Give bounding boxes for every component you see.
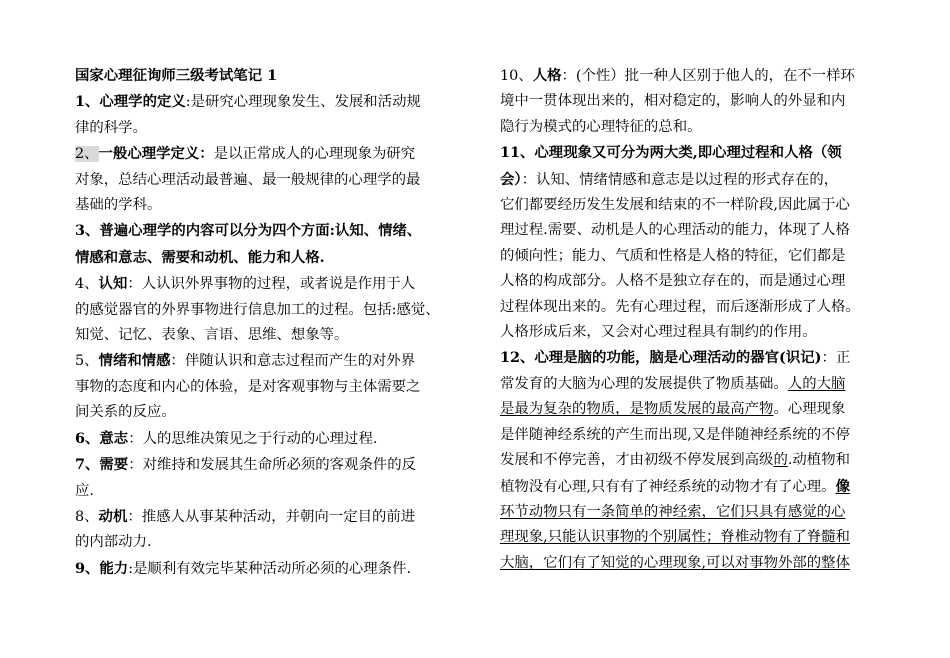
text-run: ：人认识外界事物的过程，或者说是作用于人: [127, 276, 416, 293]
text-line: [75, 323, 458, 348]
text-run: 事物的态度和内心的体验，是对客观事物与主体需要之: [75, 378, 421, 395]
text-run: 的内部动力.: [75, 534, 152, 551]
text-run: 5、: [75, 353, 99, 370]
text-line: [75, 556, 458, 582]
text-run: 的: [773, 452, 788, 469]
text-run: ：认知、情绪情感和意志是以过程的形式存在的，: [521, 171, 839, 188]
paragraph-p12: [500, 345, 878, 576]
text-run: 理过程.需要、动机是人的心理活动的能力，体现了人格: [500, 222, 850, 239]
text-line: [500, 320, 878, 345]
text-line: [500, 63, 878, 89]
text-line: [500, 448, 878, 473]
paragraph-p1: [75, 89, 458, 141]
text-run: 人格的构成部分。人格不是独立存在的，而是通过心理: [500, 273, 846, 290]
paragraph-p8: [75, 504, 458, 556]
text-line: [500, 372, 878, 397]
text-run: 4、: [75, 276, 99, 293]
bold-text: 情绪和情感: [98, 352, 171, 370]
text-run: ：人的思维决策见之于行动的心理过程.: [128, 430, 378, 447]
paragraph-p7: [75, 452, 458, 504]
paragraph-p10: [500, 63, 878, 140]
text-run: 的倾向性；能力、气质和性格是人格的特征，它们都是: [500, 247, 846, 264]
text-line: [500, 295, 878, 320]
text-line: [75, 452, 458, 478]
text-run: 是伴随神经系统的产生而出现,又是伴随神经系统的不停: [500, 426, 850, 443]
text-run: 发展和不停完善，才由初级不停发展到高级: [500, 452, 774, 469]
text-run: 植物没有心理,只有有了神经系统的动物才有了心理。: [500, 478, 836, 495]
bold-text: 3、普遍心理学的内容可以分为四个方面:认知、情绪、: [75, 222, 422, 240]
text-run: 是最为复杂的物质，是物质发展的最高产物: [500, 401, 774, 418]
text-line: [500, 218, 878, 243]
text-line: [75, 400, 458, 425]
text-line: [500, 474, 878, 500]
text-line: [75, 504, 458, 530]
text-line: [500, 193, 878, 218]
text-run: 人的大脑: [787, 375, 846, 392]
text-run: 。心理现象: [773, 401, 846, 418]
text-run: ：(个性）批一种人区别于他人的，在不一样环: [561, 68, 855, 84]
paragraph-p9: [75, 556, 458, 582]
text-line: [75, 141, 458, 167]
bold-text: 国家心理征询师三级考试笔记 1: [75, 67, 278, 84]
text-run: 它们都要经历发生发展和结束的不一样阶段,因此属于心: [500, 197, 850, 214]
text-line: [75, 218, 458, 244]
text-run: 理现象,只能认识事物的个别属性；脊椎动物有了脊髓和: [500, 529, 850, 546]
text-run: 间关系的反应。: [75, 404, 176, 421]
paragraph-p2: [75, 141, 458, 218]
text-line: [75, 298, 458, 323]
paragraph-p6: [75, 426, 458, 452]
text-run: 知觉、记忆、表象、言语、思维、想象等。: [75, 327, 349, 344]
text-run: 基础的学科。: [75, 197, 162, 214]
text-run: 过程体现出来的。先有心理过程，而后逐渐形成了人格。: [500, 298, 860, 315]
text-run: ：对维持和发展其生命所必须的客观条件的反: [128, 457, 417, 474]
paragraph-title: [75, 63, 458, 89]
text-line: [500, 167, 878, 193]
text-line: [500, 500, 878, 525]
bold-text: 6、意志: [75, 429, 129, 447]
text-run: 律的科学。: [75, 119, 147, 136]
text-line: [75, 63, 458, 89]
text-line: [500, 345, 878, 371]
text-line: [500, 115, 878, 140]
text-run: 常发育的大脑为心理的发展提供了物质基础。: [500, 375, 788, 392]
text-run: :是顺利有效完毕某种活动所必须的心理条件.: [128, 560, 412, 577]
text-line: [500, 269, 878, 294]
text-run: 应.: [75, 482, 94, 499]
text-run: 环节动物只有一条简单的神经索，它们只具有感觉的心: [500, 503, 846, 520]
text-line: [75, 89, 458, 115]
text-line: [75, 168, 458, 193]
paragraph-p4: [75, 271, 458, 348]
left-column: [75, 63, 458, 582]
text-line: [500, 397, 878, 422]
text-run: 人格形成后来，又会对心理过程具有制约的作用。: [500, 324, 817, 341]
text-line: [500, 525, 878, 550]
text-line: [75, 193, 458, 218]
bold-text: 认知: [98, 275, 128, 293]
bold-text: 像: [835, 477, 850, 495]
text-line: [500, 551, 878, 576]
bold-text: 1、心理学的定义: [75, 93, 186, 111]
text-run: :是研究心理现象发生、发展和活动规: [185, 94, 421, 111]
text-line: [75, 375, 458, 400]
text-line: [75, 426, 458, 452]
text-line: [500, 423, 878, 448]
bold-text: 7、需要: [75, 456, 129, 474]
text-run: .动植物和: [787, 452, 850, 469]
text-run: 大脑，它们有了知觉的心理现象,可以对事物外部的整体: [500, 554, 850, 571]
text-run: ：推感人从事某种活动，并朝向一定目的前进: [127, 508, 416, 525]
text-run: 境中一贯体现出来的，相对稳定的，影响人的外显和内: [500, 93, 846, 110]
text-line: [500, 140, 878, 166]
text-line: [75, 348, 458, 374]
text-line: [500, 244, 878, 269]
bold-text: 动机: [98, 507, 128, 525]
text-line: [75, 530, 458, 555]
right-column: [500, 63, 878, 576]
text-run: ：伴随认识和意志过程而产生的对外界: [170, 353, 416, 370]
text-run: 8、: [75, 508, 99, 525]
bold-text: 12、心理是脑的功能，脑是心理活动的器官(识记): [500, 349, 822, 367]
bold-text: 情感和意志、需要和动机、能力和人格.: [75, 248, 325, 266]
paragraph-p11: [500, 140, 878, 345]
bold-text: 9、能力: [75, 559, 129, 577]
paragraph-p5: [75, 348, 458, 425]
bold-text: 11、心理现象又可分为两大类,即心理过程和人格（领: [500, 144, 842, 162]
text-run: 隐行为模式的心理特征的总和。: [500, 118, 702, 135]
text-line: [75, 271, 458, 297]
bold-text: 会）: [500, 170, 522, 188]
text-line: [75, 116, 458, 141]
bold-text: 人格: [532, 67, 562, 84]
text-line: [75, 245, 458, 271]
text-line: [500, 89, 878, 114]
text-run: 是以正常成人的心理现象为研究: [213, 146, 416, 163]
text-line: [75, 479, 458, 504]
paragraph-p3: [75, 218, 458, 271]
text-run: 10、: [500, 68, 533, 84]
text-run: 对象，总结心理活动最普遍、最一般规律的心理学的最: [75, 171, 421, 188]
bold-text: 一般心理学定义：: [98, 145, 214, 163]
text-run: 的感觉器官的外界事物进行信息加工的过程。包括:感觉、: [75, 301, 440, 318]
text-run: 2、: [75, 146, 99, 163]
text-run: ：正: [821, 350, 851, 367]
